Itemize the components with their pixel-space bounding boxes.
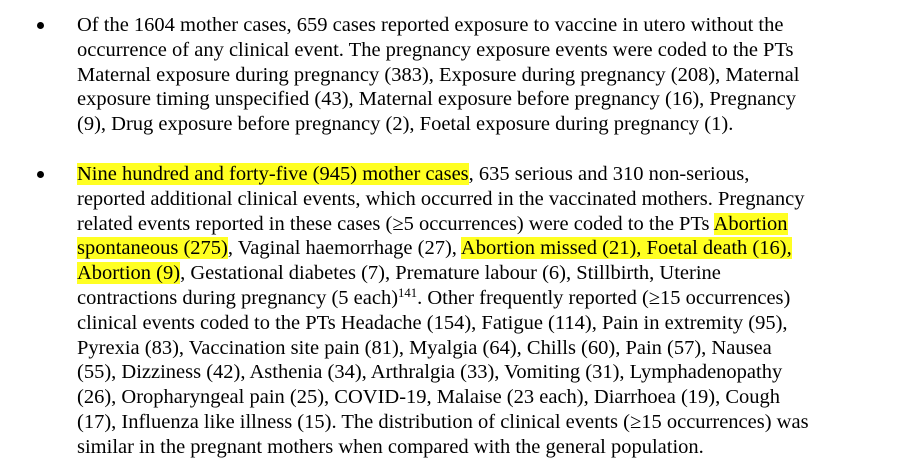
text-segment: (26), Oropharyngeal pain (25), COVID-19, Malaise (23 each), Diarrhoea (19), Cough	[77, 386, 781, 409]
text-segment: . Other frequently reported (≥15 occurrences)	[417, 287, 791, 309]
text-segment: , Vaginal haemorrhage (27),	[227, 237, 461, 260]
text-line	[77, 212, 788, 237]
text-line	[77, 112, 733, 137]
text-line	[77, 261, 721, 286]
bullet-point-icon	[37, 22, 44, 29]
text-segment: (55), Dizziness (42), Asthenia (34), Arthralgia (33), Vomiting (31), Lymphadenopathy	[77, 361, 783, 384]
text-segment: related events reported in these cases (≥5 occurrences) were coded to the PTs	[77, 212, 714, 235]
highlighted-text: Abortion	[713, 212, 788, 235]
text-segment: Pyrexia (83), Vaccination site pain (81), Myalgia (64), Chills (60), Pain (57), Nausea	[77, 336, 772, 359]
text-line	[77, 410, 809, 435]
text-line	[77, 286, 790, 311]
text-line	[77, 87, 796, 112]
text-line	[77, 360, 782, 385]
text-segment: occurrence of any clinical event. The pregnancy exposure events were coded to the PTs	[77, 38, 794, 61]
bullet-point-icon	[37, 171, 44, 178]
text-segment: clinical events coded to the PTs Headache (154), Fatigue (114), Pain in extremity (95),	[77, 311, 788, 334]
text-line	[77, 336, 772, 361]
text-line	[77, 63, 799, 88]
text-segment: Of the 1604 mother cases, 659 cases reported exposure to vaccine in utero without the	[77, 14, 784, 36]
text-segment: exposure timing unspecified (43), Maternal exposure before pregnancy (16), Pregnancy	[77, 88, 796, 111]
text-segment: , 635 serious and 310 non-serious,	[468, 163, 750, 185]
text-line	[77, 385, 780, 410]
text-segment: reported additional clinical events, which occurred in the vaccinated mothers. Pregnancy	[77, 187, 805, 210]
highlighted-text: Abortion missed (21), Foetal death (16),	[460, 237, 792, 260]
text-line	[77, 236, 792, 261]
text-segment: Maternal exposure during pregnancy (383), Exposure during pregnancy (208), Maternal	[77, 63, 800, 86]
text-line	[77, 435, 704, 460]
text-line	[77, 311, 788, 336]
text-segment: similar in the pregnant mothers when compared with the general population.	[77, 435, 704, 458]
text-segment: , Gestational diabetes (7), Premature labour (6), Stillbirth, Uterine	[180, 262, 721, 285]
highlighted-text: Nine hundred and forty-five (945) mother cases	[77, 163, 469, 185]
text-line	[77, 13, 783, 38]
highlighted-text: Abortion (9)	[77, 262, 181, 285]
text-line	[77, 38, 794, 63]
text-segment: contractions during pregnancy (5 each)	[77, 287, 399, 309]
footnote-reference: 141	[398, 286, 418, 301]
text-segment: (9), Drug exposure before pregnancy (2), Foetal exposure during pregnancy (1).	[77, 113, 734, 136]
text-line	[77, 162, 749, 187]
highlighted-text: spontaneous (275)	[77, 237, 228, 260]
text-segment: (17), Influenza like illness (15). The distribution of clinical events (≥15 occurrences) was	[77, 411, 809, 433]
text-line	[77, 187, 804, 212]
